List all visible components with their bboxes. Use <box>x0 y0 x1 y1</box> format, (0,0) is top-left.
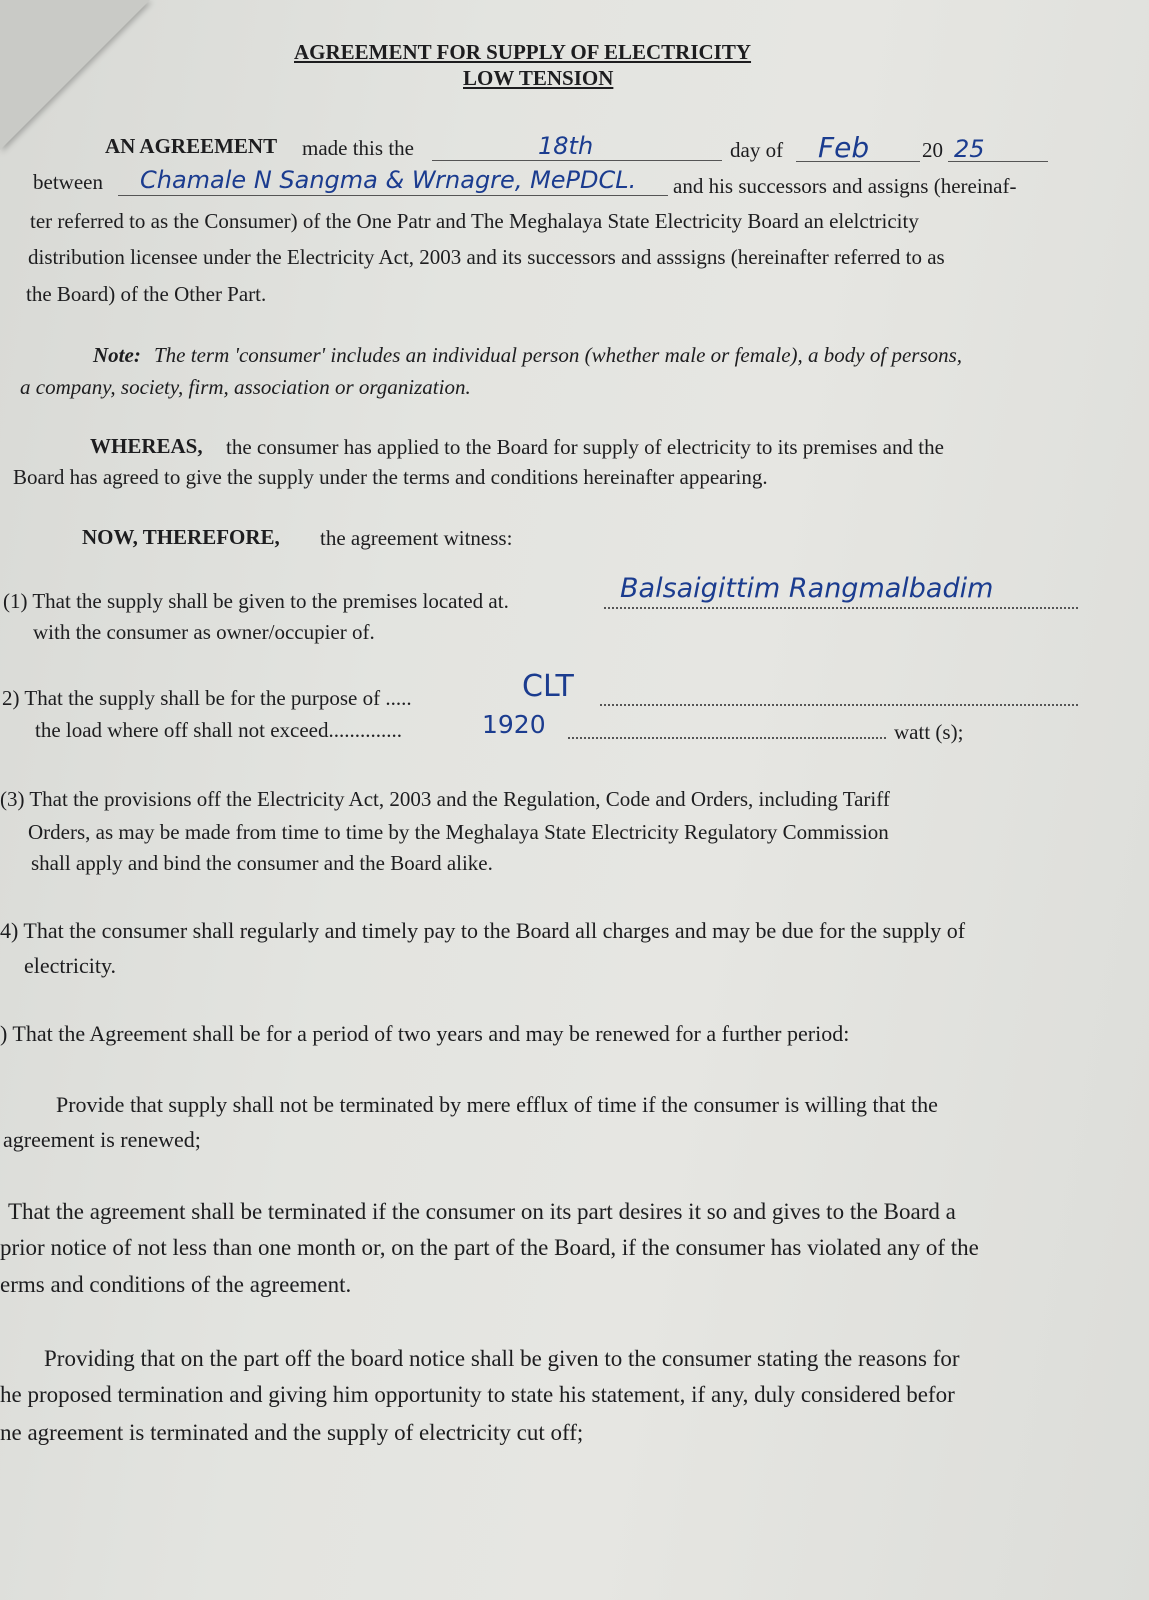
clause-4-line-2: electricity. <box>24 953 117 978</box>
intro-day-of: day of <box>730 138 784 162</box>
document-title: AGREEMENT FOR SUPPLY OF ELECTRICITY <box>294 40 752 64</box>
providing-line-1: Providing that on the part off the board notice shall be given to the consumer stating the reasons for <box>44 1346 960 1371</box>
handwritten-load: 1920 <box>482 710 546 739</box>
intro-line-5: the Board) of the Other Part. <box>26 282 267 306</box>
whereas-lead: WHEREAS, <box>90 434 203 458</box>
consumer-name-line <box>118 195 668 196</box>
clause-6-line-1: That the agreement shall be terminated if the consumer on its part desires it so and gives to the Board a <box>8 1199 956 1224</box>
intro-line-3: ter referred to as the Consumer) of the One Patr and The Meghalaya State Electricity Board an elelctricity <box>30 209 919 233</box>
handwritten-premises: Balsaigittim Rangmalbadim <box>620 573 994 604</box>
handwritten-consumer-name: Chamale N Sangma & Wrnagre, MePDCL. <box>140 166 637 194</box>
clause-3-line-3: shall apply and bind the consumer and the Board alike. <box>31 851 493 875</box>
clause-6-line-2: prior notice of not less than one month or, on the part of the Board, if the consumer has violated any of the <box>0 1235 979 1260</box>
clause-1-line-1: (1) That the supply shall be given to the premises located at. <box>3 589 509 613</box>
clause-1-line-2: with the consumer as owner/occupier of. <box>33 620 375 644</box>
clause-2-unit: watt (s); <box>894 720 964 744</box>
intro-line-4: distribution licensee under the Electricity Act, 2003 and its successors and asssigns (hereinafter referred to as <box>28 245 945 269</box>
note-line-1: The term 'consumer' includes an individual person (whether male or female), a body of persons, <box>154 343 963 367</box>
note-line-2: a company, society, firm, association or organization. <box>20 375 471 399</box>
clause-6-line-3: erms and conditions of the agreement. <box>0 1272 352 1297</box>
handwritten-day: 18th <box>538 132 594 160</box>
now-therefore-rest: the agreement witness: <box>320 526 513 550</box>
handwritten-year: 25 <box>954 135 985 163</box>
folded-corner <box>0 0 150 150</box>
clause-2-line-1: 2) That the supply shall be for the purpose of ..... <box>2 686 412 710</box>
intro-lead: AN AGREEMENT <box>105 134 278 158</box>
load-dotted-line <box>568 737 886 739</box>
note-label: Note: <box>93 343 141 367</box>
premises-dotted-line <box>604 607 1078 609</box>
now-therefore-lead: NOW, THEREFORE, <box>82 525 280 549</box>
clause-3-line-1: (3) That the provisions off the Electricity Act, 2003 and the Regulation, Code and Orders, including Tariff <box>0 787 890 811</box>
provide-line-1: Provide that supply shall not be terminated by mere efflux of time if the consumer is willing that the <box>56 1092 938 1117</box>
day-blank-line <box>432 160 722 161</box>
clause-2-line-2: the load where off shall not exceed.............. <box>35 718 402 742</box>
clause-4-line-1: 4) That the consumer shall regularly and timely pay to the Board all charges and may be due for the supply of <box>0 918 966 943</box>
clause-3-line-2: Orders, as may be made from time to time by the Meghalaya State Electricity Regulatory Commission <box>28 820 889 844</box>
whereas-line-1: the consumer has applied to the Board for supply of electricity to its premises and the <box>226 435 944 459</box>
intro-made-this: made this the <box>302 136 414 160</box>
providing-line-3: ne agreement is terminated and the supply of electricity cut off; <box>0 1420 584 1445</box>
whereas-line-2: Board has agreed to give the supply under the terms and conditions hereinafter appearing. <box>13 465 768 489</box>
intro-year-prefix: 20 <box>922 138 943 162</box>
purpose-dotted-line <box>600 704 1078 706</box>
handwritten-purpose: CLT <box>522 669 574 704</box>
intro-successors: and his successors and assigns (hereinaf- <box>673 174 1017 198</box>
handwritten-month: Feb <box>818 131 870 164</box>
provide-line-2: agreement is renewed; <box>3 1127 201 1152</box>
clause-5-line-1: ) That the Agreement shall be for a period of two years and may be renewed for a further period: <box>0 1021 850 1046</box>
intro-between: between <box>33 170 103 194</box>
document-subtitle: LOW TENSION <box>463 66 614 90</box>
providing-line-2: he proposed termination and giving him opportunity to state his statement, if any, duly considered befor <box>0 1382 955 1407</box>
